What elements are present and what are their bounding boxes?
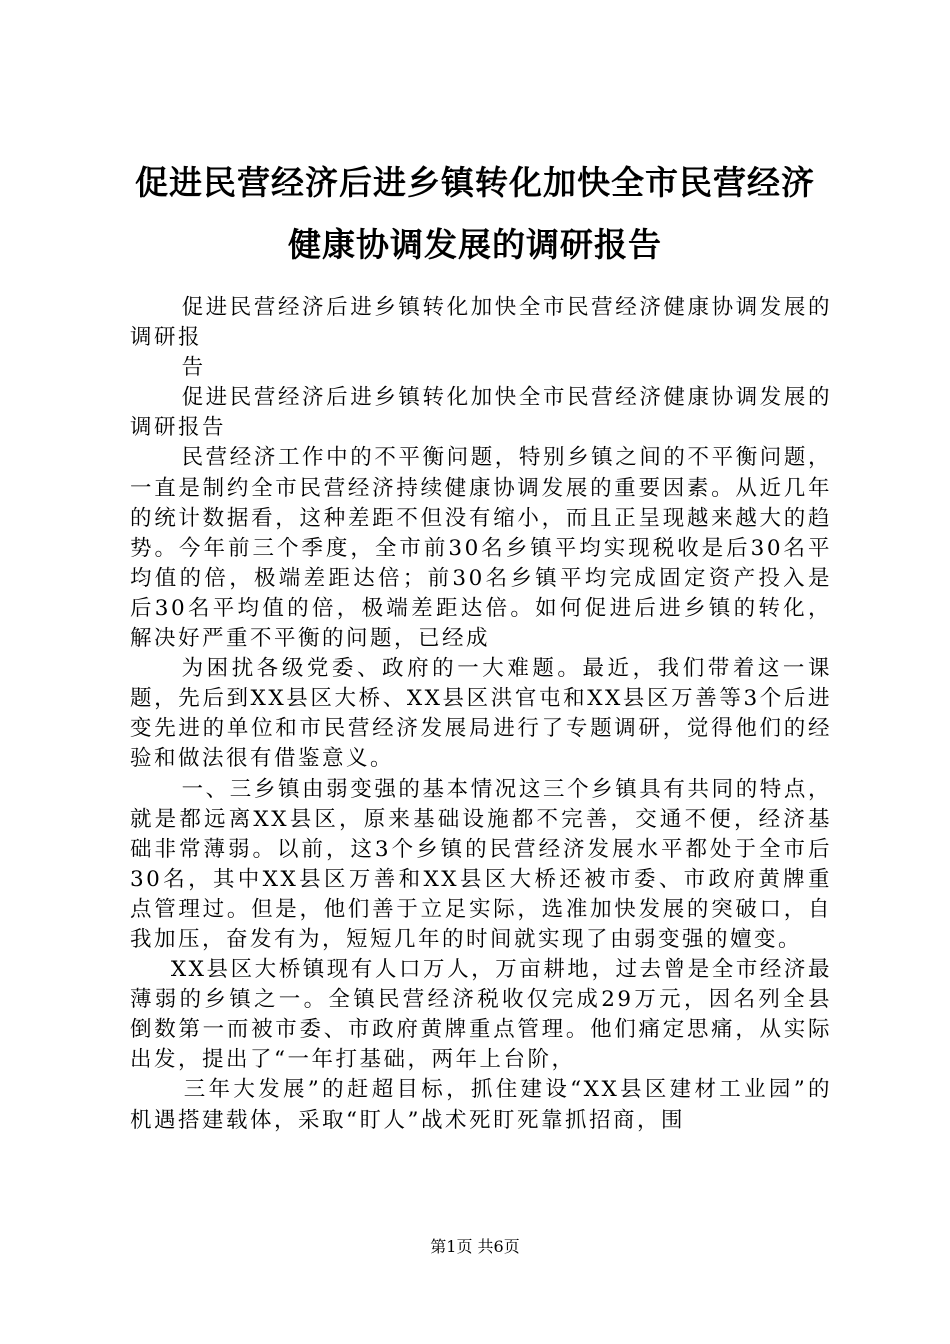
document-title-line1: 促进民营经济后进乡镇转化加快全市民营经济 <box>135 163 815 202</box>
paragraph-research: 为困扰各级党委、政府的一大难题。最近，我们带着这一课题，先后到XX县区大桥、XX县区洪官屯和XX县区万善等3个后进变先进的单位和市民营经济发展局进行了专题调研，觉得他们的经验和做法很有借鉴意义。 <box>130 656 832 772</box>
page-number-footer: 第1页 共6页 <box>430 1237 520 1256</box>
paragraph-subtitle-tail: 告 <box>181 355 206 381</box>
document-body <box>130 293 832 1136</box>
paragraph-subtitle-full: 促进民营经济后进乡镇转化加快全市民营经济健康协调发展的调研报告 <box>130 385 832 441</box>
paragraph-section-one: 一、三乡镇由弱变强的基本情况这三个乡镇具有共同的特点，就是都远离XX县区，原来基础设施都不完善，交通不便，经济基础非常薄弱。以前，这3个乡镇的民营经济发展水平都处于全市后30名，其中XX县区万善和XX县区大桥还被市委、市政府黄牌重点管理过。但是，他们善于立足实际，选准加快发展的突破口，自我加压，奋发有为，短短几年的时间就实现了由弱变强的嬗变。 <box>130 776 832 952</box>
paragraph-intro: 民营经济工作中的不平衡问题，特别乡镇之间的不平衡问题，一直是制约全市民营经济持续健康协调发展的重要因素。从近几年的统计数据看，这种差距不但没有缩小，而且正呈现越来越大的趋势。今年前三个季度，全市前30名乡镇平均实现税收是后30名平均值的倍，极端差距达倍；前30名乡镇平均完成固定资产投入是后30名平均值的倍，极端差距达倍。如何促进后进乡镇的转化，解决好严重不平衡的问题，已经成 <box>130 445 832 652</box>
paragraph-daqiao: XX县区大桥镇现有人口万人，万亩耕地，过去曾是全市经济最薄弱的乡镇之一。全镇民营经济税收仅完成29万元，因名列全县倒数第一而被市委、市政府黄牌重点管理。他们痛定思痛，从实际出发，提出了“一年打基础，两年上台阶， <box>130 957 832 1073</box>
paragraph-daqiao-cont: 三年大发展”的赶超目标，抓住建设“XX县区建材工业园”的机遇搭建载体，采取“盯人”战术死盯死靠抓招商，围 <box>130 1077 832 1133</box>
document-title-line2: 健康协调发展的调研报告 <box>288 225 662 264</box>
paragraph-subtitle: 促进民营经济后进乡镇转化加快全市民营经济健康协调发展的调研报 <box>130 295 832 351</box>
